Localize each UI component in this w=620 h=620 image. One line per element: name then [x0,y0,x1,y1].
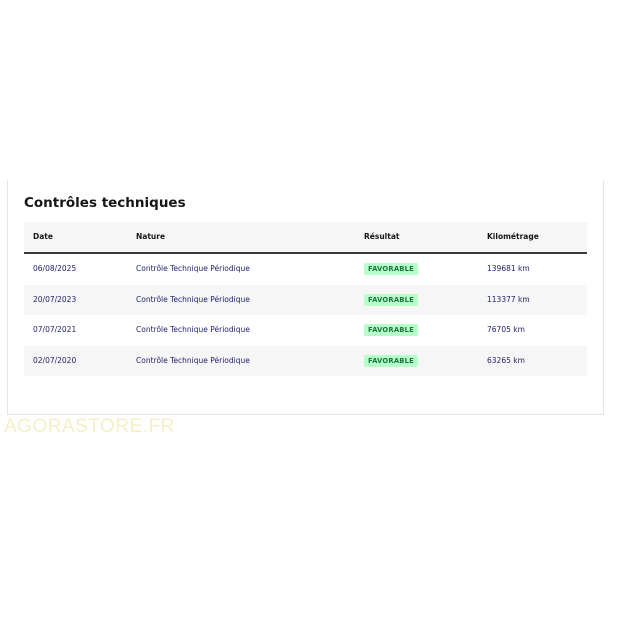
cell-date: 07/07/2021 [33,325,77,334]
cell-mileage: 113377 km [487,294,530,304]
header-date: Date [33,232,53,241]
table-row [24,315,587,346]
table-header [24,222,587,254]
cell-nature: Contrôle Technique Périodique [136,294,250,304]
table-row [24,346,587,377]
cell-nature: Contrôle Technique Périodique [136,325,250,334]
watermark-text: AGORASTORE.FR [4,416,175,437]
cell-mileage: 76705 km [487,325,525,334]
cell-nature: Contrôle Technique Périodique [136,355,250,365]
result-badge: FAVORABLE [364,294,418,306]
section-title: Contrôles techniques [24,195,186,211]
header-result: Résultat [364,232,400,241]
result-badge: FAVORABLE [364,263,418,275]
cell-date: 06/08/2025 [33,264,77,273]
result-badge: FAVORABLE [364,355,418,367]
header-mileage: Kilométrage [487,232,539,241]
cell-date: 02/07/2020 [33,355,77,365]
cell-mileage: 63265 km [487,355,525,365]
table-row [24,285,587,316]
result-badge: FAVORABLE [364,324,418,336]
table-row [24,254,587,285]
cell-mileage: 139681 km [487,264,530,273]
cell-date: 20/07/2023 [33,294,77,304]
cell-nature: Contrôle Technique Périodique [136,264,250,273]
inspections-table [24,222,587,376]
header-nature: Nature [136,232,166,241]
